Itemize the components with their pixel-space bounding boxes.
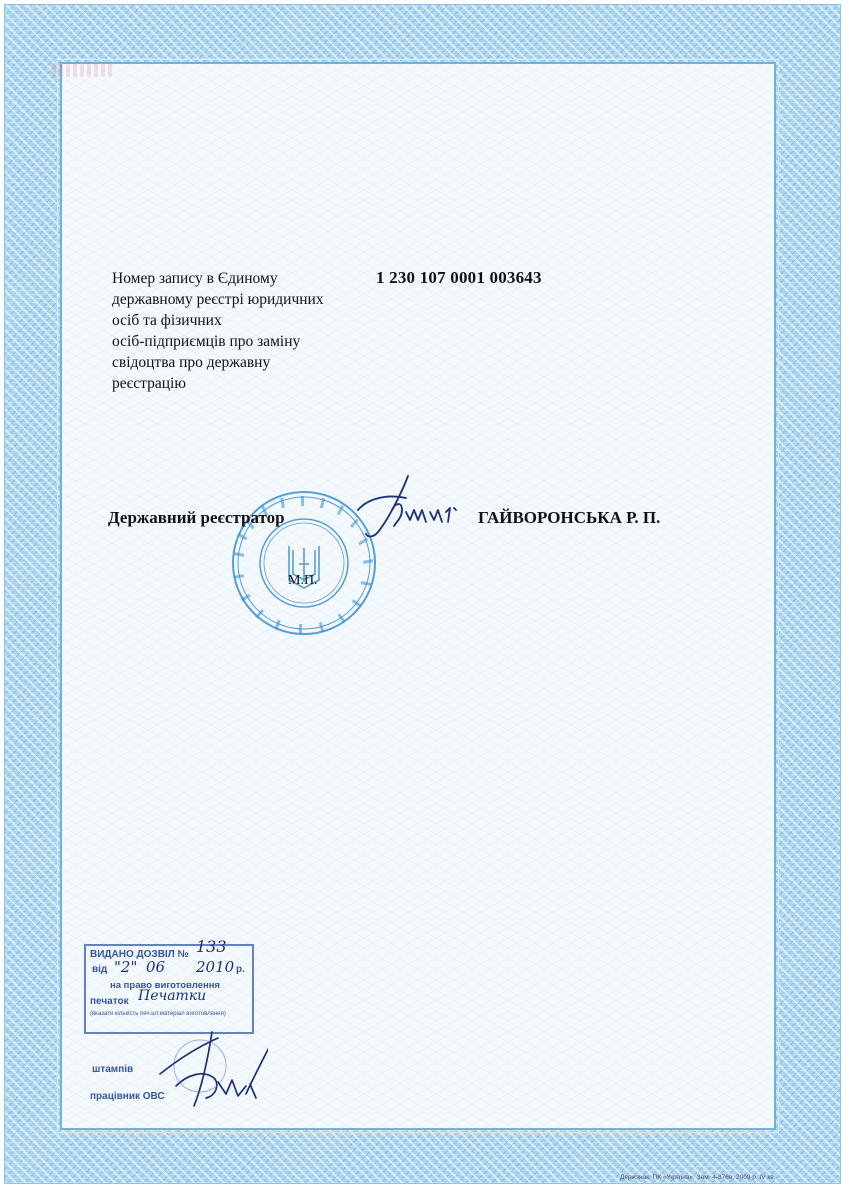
permit-signature-icon xyxy=(80,946,268,1128)
permit-seals-label: печаток xyxy=(90,996,129,1007)
record-label-line: осіб-підприємців про заміну xyxy=(112,333,301,350)
record-number: 1 230 107 0001 003643 xyxy=(376,268,542,287)
permit-officer-label: працівник ОВС xyxy=(90,1091,165,1102)
signature-icon xyxy=(348,468,478,546)
permit-issued-label: ВИДАНО ДОЗВІЛ № xyxy=(90,949,189,960)
record-label-line: свідоцтва про державну xyxy=(112,354,271,371)
permit-year: 2010 xyxy=(196,958,235,976)
record-label-line: Номер запису в Єдиному xyxy=(112,270,278,287)
record-label-line: державному реєстрі юридичних xyxy=(112,291,324,308)
seal-place-label: М.П. xyxy=(288,573,318,588)
permit-note: (вказати кількість печ.шт.матеріал виготовлення) xyxy=(90,1011,226,1017)
permit-date-suffix: р. xyxy=(236,964,245,975)
permit-number: 133 xyxy=(196,937,227,956)
permit-right-label: на право виготовлення xyxy=(110,980,220,991)
record-label-line: реєстрацію xyxy=(112,375,186,392)
registrar-label: Державний реєстратор xyxy=(108,508,285,527)
permit-day: "2" xyxy=(114,958,138,976)
registrar-name: ГАЙВОРОНСЬКА Р. П. xyxy=(478,508,661,527)
permit-month: 06 xyxy=(146,958,166,976)
faded-serial-mark xyxy=(52,63,112,77)
record-label-line: осіб та фізичних xyxy=(112,312,222,329)
permit-date-prefix: від xyxy=(92,964,108,975)
permit-stamps-label: штампів xyxy=(92,1064,134,1075)
record-label xyxy=(112,268,372,394)
printer-footer: Держзнак. ПК «Україна». Зам. 4-376в, 2009 р. IV кв. xyxy=(620,1174,776,1181)
permit-kind: Печатки xyxy=(138,988,207,1004)
